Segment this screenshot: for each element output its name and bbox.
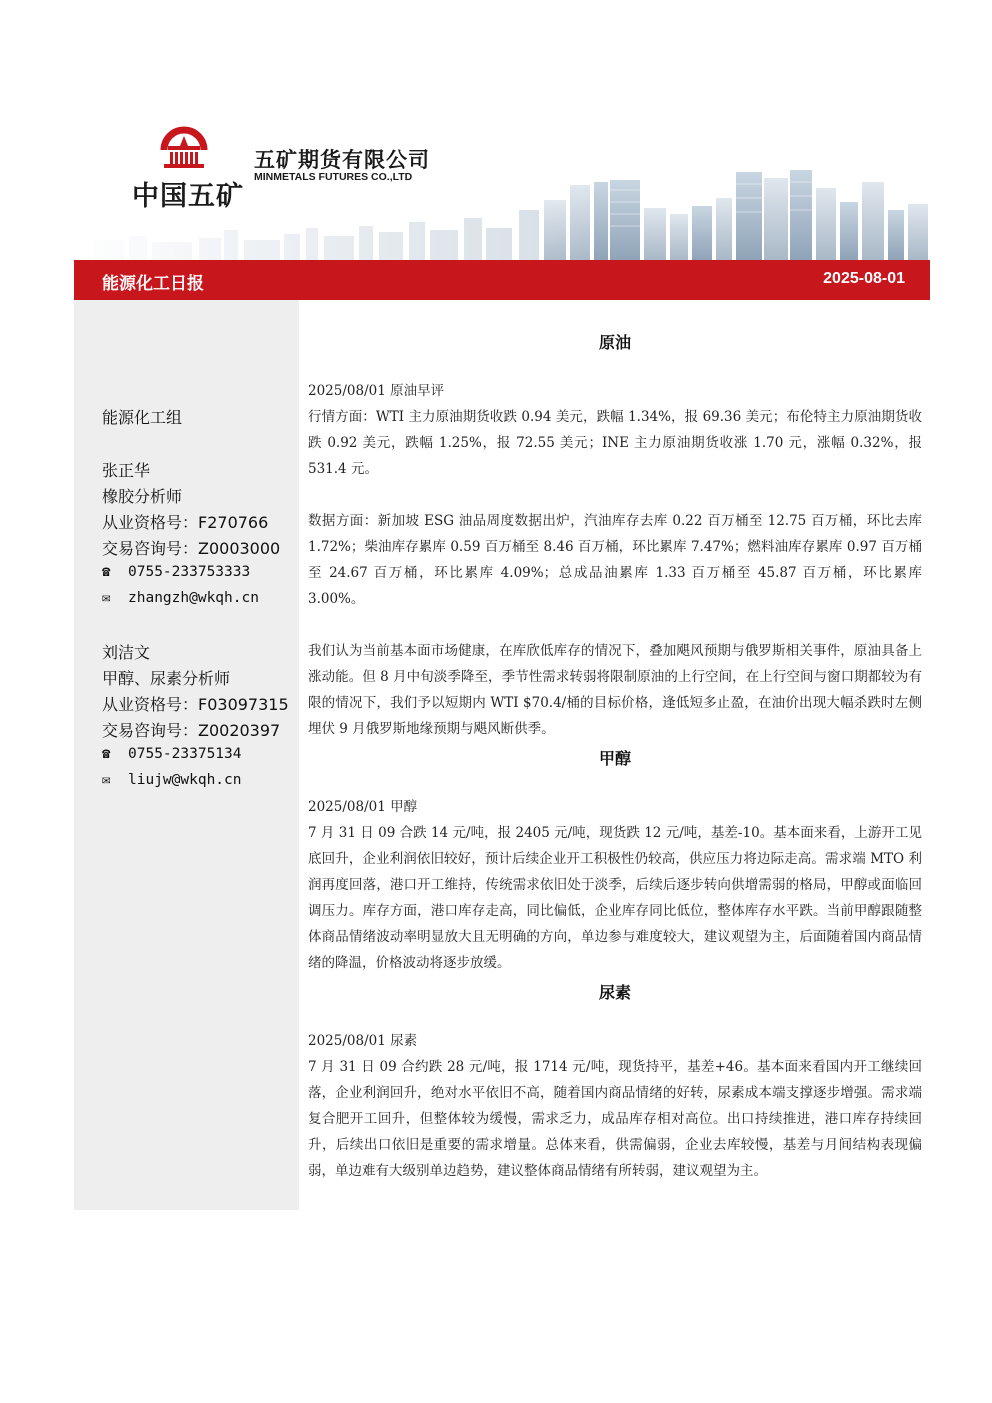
report-title: 能源化工日报 bbox=[102, 274, 204, 294]
section-date-line: 2025/08/01 甲醇 bbox=[308, 799, 418, 815]
analyst-role: 甲醇、尿素分析师 bbox=[102, 669, 231, 688]
section-date-line: 2025/08/01 原油早评 bbox=[308, 383, 445, 399]
analyst-name: 刘洁文 bbox=[102, 643, 151, 662]
analyst-sidebar bbox=[74, 300, 299, 1210]
logo-text: 中国五矿 bbox=[132, 181, 244, 212]
analyst-consult-number: 交易咨询号：Z0003000 bbox=[102, 539, 281, 558]
team-name: 能源化工组 bbox=[102, 408, 183, 427]
analyst-email bbox=[102, 590, 259, 606]
section-paragraph: 行情方面：WTI 主力原油期货收跌 0.94 美元，跌幅 1.34%，报 69.36 美元；布伦特主力原油期货收跌 0.92 美元，跌幅 1.25%，报 72.55 美元；INE 主力原油期货收涨 1.70 元，涨幅 0.32%，报 531.4 元。 bbox=[308, 409, 922, 477]
phone-number: 0755-23375134 bbox=[128, 746, 242, 762]
report-title-bar bbox=[74, 260, 930, 300]
china-minmetals-emblem-icon bbox=[160, 124, 208, 170]
section-paragraph: 7 月 31 日 09 合跌 14 元/吨，报 2405 元/吨，现货跌 12 元/吨，基差-10。基本面来看，上游开工见底回升，企业利润依旧较好，预计后续企业开工积极性仍较高，供应压力将边际走高。需求端 MTO 利润再度回落，港口开工维持，传统需求依旧处于淡季，后续后逐步转向供增需弱的格局，甲醇或面临回调压力。库存方面，港口库存走高，同比偏低，企业库存同比低位，整体库存水平跌。当前甲醇跟随整体商品情绪波动率明显放大且无明确的方向，单边参与难度较大，建议观望为主，后面随着国内商品情绪的降温，价格波动将逐步放缓。 bbox=[308, 825, 922, 971]
email-address[interactable]: zhangzh@wkqh.cn bbox=[128, 590, 259, 606]
envelope-icon: ✉ bbox=[102, 772, 111, 788]
report-header bbox=[74, 90, 930, 260]
analyst-license: 从业资格号：F270766 bbox=[102, 513, 269, 532]
phone-number: 0755-233753333 bbox=[128, 564, 251, 580]
analyst-name: 张正华 bbox=[102, 461, 151, 480]
analyst-license: 从业资格号：F03097315 bbox=[102, 695, 289, 714]
section-date-line: 2025/08/01 尿素 bbox=[308, 1033, 418, 1049]
section-title-methanol: 甲醇 bbox=[598, 749, 631, 768]
analyst-consult-number: 交易咨询号：Z0020397 bbox=[102, 721, 281, 740]
analyst-email bbox=[102, 772, 242, 788]
section-title-crude-oil: 原油 bbox=[598, 333, 631, 352]
envelope-icon: ✉ bbox=[102, 590, 111, 606]
section-paragraph: 数据方面：新加坡 ESG 油品周度数据出炉，汽油库存去库 0.22 百万桶至 12.75 百万桶，环比去库 1.72%；柴油库存累库 0.59 百万桶至 8.46 百万桶，环比累库 7.47%；燃料油库存累库 0.97 百万桶至 24.67 百万桶，环比累库 4.09%；总成品油累库 1.33 百万桶至 45.87 百万桶，环比累库 3.00%。 bbox=[308, 513, 922, 607]
company-name-cn: 五矿期货有限公司 bbox=[254, 148, 430, 172]
phone-icon: ☎ bbox=[102, 746, 111, 762]
analyst-phone bbox=[102, 746, 242, 762]
phone-icon: ☎ bbox=[102, 564, 111, 580]
section-title-urea: 尿素 bbox=[598, 983, 631, 1002]
section-paragraph: 我们认为当前基本面市场健康，在库欣低库存的情况下，叠加飓风预期与俄罗斯相关事件，原油具备上涨动能。但 8 月中旬淡季降至，季节性需求转弱将限制原油的上行空间，在上行空间与窗口期都较为有限的情况下，我们予以短期内 WTI $70.4/桶的目标价格，逢低短多止盈，在油价出现大幅杀跌时左侧埋伏 9 月俄罗斯地缘预期与飓风断供季。 bbox=[308, 643, 922, 737]
analyst-role: 橡胶分析师 bbox=[102, 487, 183, 506]
company-name-en: MINMETALS FUTURES CO.,LTD bbox=[254, 171, 413, 183]
analyst-phone bbox=[102, 564, 250, 580]
section-paragraph: 7 月 31 日 09 合约跌 28 元/吨，报 1714 元/吨，现货持平，基差+46。基本面来看国内开工继续回落，企业利润回升，绝对水平依旧不高，随着国内商品情绪的好转，尿素成本端支撑逐步增强。需求端复合肥开工回升，但整体较为缓慢，需求乏力，成品库存相对高位。出口持续推进，港口库存持续回升，后续出口依旧是重要的需求增量。总体来看，供需偏弱，企业去库较慢，基差与月间结构表现偏弱，单边难有大级别单边趋势，建议整体商品情绪有所转弱，建议观望为主。 bbox=[308, 1059, 922, 1179]
email-address[interactable]: liujw@wkqh.cn bbox=[128, 772, 242, 788]
report-date: 2025-08-01 bbox=[823, 270, 905, 287]
